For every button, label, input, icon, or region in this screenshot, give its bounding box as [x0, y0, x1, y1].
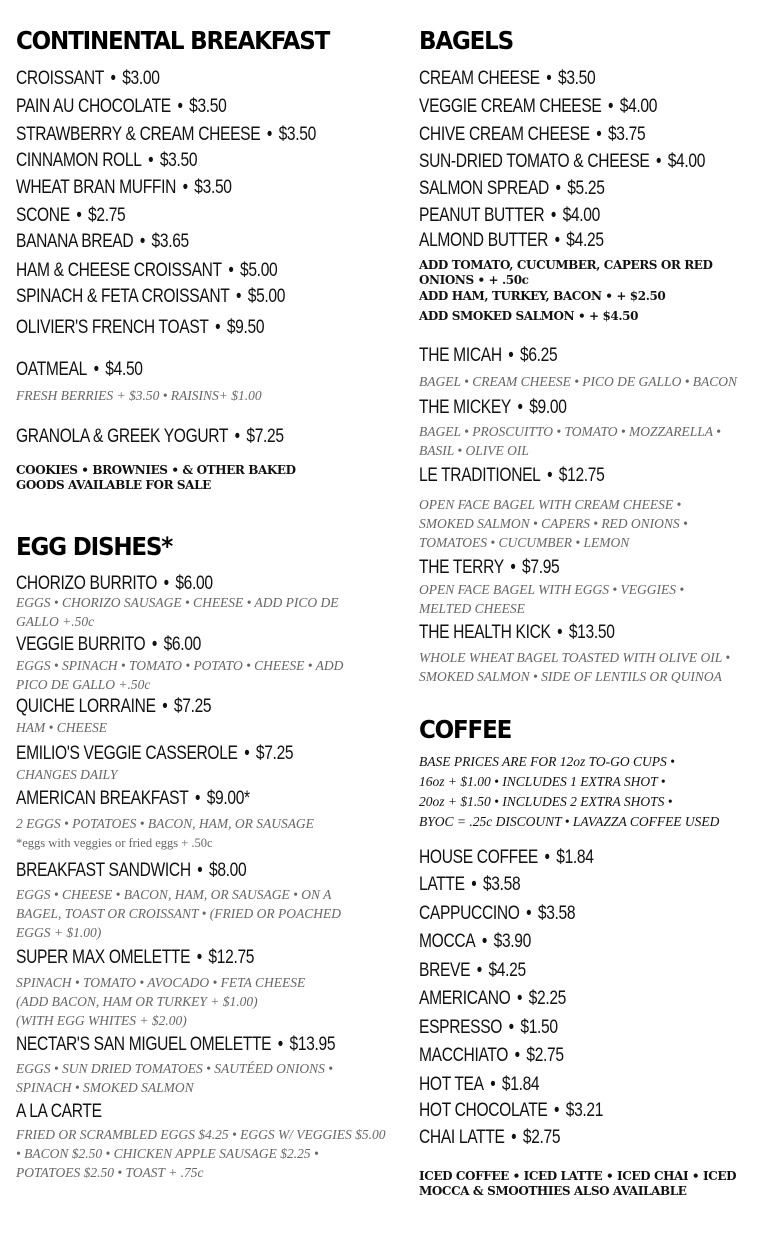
- menu-item: SCONE • $2.75: [16, 205, 126, 226]
- menu-item: THE MICAH • $6.25: [419, 345, 558, 366]
- menu-item: CROISSANT • $3.00: [16, 68, 160, 89]
- item-description: EGGS • SPINACH • TOMATO • POTATO • CHEESE • ADD PICO DE GALLO +.50c: [16, 658, 344, 692]
- menu-item: VEGGIE CREAM CHEESE • $4.00: [419, 96, 658, 117]
- addon-note: ADD SMOKED SALMON • + $4.50: [419, 309, 639, 323]
- menu-item: MOCCA • $3.90: [419, 931, 531, 952]
- menu-item: STRAWBERRY & CREAM CHEESE • $3.50: [16, 124, 316, 145]
- item-description: BAGEL • CREAM CHEESE • PICO DE GALLO • BACON: [419, 374, 738, 389]
- item-description: EGGS • SUN DRIED TOMATOES • SAUTÉED ONIONS • SPINACH • SMOKED SALMON: [16, 1061, 333, 1095]
- item-description: CHANGES DAILY: [16, 767, 118, 782]
- item-description: HAM • CHEESE: [16, 720, 107, 735]
- coffee-note: 20oz + $1.50 • INCLUDES 2 EXTRA SHOTS •: [419, 794, 673, 809]
- menu-item: THE TERRY • $7.95: [419, 557, 560, 578]
- baked-goods-note: COOKIES • BROWNIES • & OTHER BAKED GOODS AVAILABLE FOR SALE: [16, 463, 296, 492]
- menu-item: CHAI LATTE • $2.75: [419, 1127, 561, 1148]
- item-description: *eggs with veggies or fried eggs + .50c: [16, 836, 213, 850]
- egg-dishes-title: EGG DISHES*: [16, 532, 173, 561]
- menu-item: CHORIZO BURRITO • $6.00: [16, 573, 213, 594]
- a-la-carte-title: A LA CARTE: [16, 1101, 102, 1122]
- menu-item: CREAM CHEESE • $3.50: [419, 68, 596, 89]
- coffee-note: BYOC = .25c DISCOUNT • LAVAZZA COFFEE USED: [419, 814, 720, 829]
- item-description: SPINACH • TOMATO • AVOCADO • FETA CHEESE: [16, 975, 306, 990]
- item-description: EGGS • CHEESE • BACON, HAM, OR SAUSAGE • ON A BAGEL, TOAST OR CROISSANT • (FRIED OR POACHED EGGS + $1.00): [16, 887, 341, 940]
- item-description: FRESH BERRIES + $3.50 • RAISINS+ $1.00: [16, 388, 262, 403]
- menu-item: QUICHE LORRAINE • $7.25: [16, 696, 212, 717]
- item-description: BAGEL • PROSCUITTO • TOMATO • MOZZARELLA • BASIL • OLIVE OIL: [419, 424, 721, 458]
- menu-item: AMERICAN BREAKFAST • $9.00*: [16, 788, 250, 809]
- menu-item: THE HEALTH KICK • $13.50: [419, 622, 615, 643]
- iced-note: ICED COFFEE • ICED LATTE • ICED CHAI • ICED MOCCA & SMOOTHIES ALSO AVAILABLE: [419, 1169, 737, 1198]
- menu-item: BANANA BREAD • $3.65: [16, 231, 189, 252]
- menu-item: CAPPUCCINO • $3.58: [419, 903, 576, 924]
- menu-item: CINNAMON ROLL • $3.50: [16, 150, 198, 171]
- menu-item: ESPRESSO • $1.50: [419, 1017, 558, 1038]
- menu-item: ALMOND BUTTER • $4.25: [419, 230, 604, 251]
- menu-item: LATTE • $3.58: [419, 874, 521, 895]
- coffee-title: COFFEE: [419, 715, 512, 744]
- menu-item: SUPER MAX OMELETTE • $12.75: [16, 947, 255, 968]
- menu-item: MACCHIATO • $2.75: [419, 1045, 564, 1066]
- menu-item: SALMON SPREAD • $5.25: [419, 178, 605, 199]
- menu-item: AMERICANO • $2.25: [419, 988, 567, 1009]
- continental-title: CONTINENTAL BREAKFAST: [16, 26, 330, 55]
- item-description: WHOLE WHEAT BAGEL TOASTED WITH OLIVE OIL • SMOKED SALMON • SIDE OF LENTILS OR QUINOA: [419, 650, 731, 684]
- menu-item: OLIVIER'S FRENCH TOAST • $9.50: [16, 317, 265, 338]
- menu-item: CHIVE CREAM CHEESE • $3.75: [419, 124, 646, 145]
- menu-item: HOT CHOCOLATE • $3.21: [419, 1100, 604, 1121]
- coffee-note: BASE PRICES ARE FOR 12oz TO-GO CUPS •: [419, 754, 675, 769]
- menu-item: HOUSE COFFEE • $1.84: [419, 847, 594, 868]
- item-description: (WITH EGG WHITES + $2.00): [16, 1013, 187, 1028]
- menu-item: PAIN AU CHOCOLATE • $3.50: [16, 96, 227, 117]
- menu-item: HOT TEA • $1.84: [419, 1074, 540, 1095]
- menu-item: SUN-DRIED TOMATO & CHEESE • $4.00: [419, 151, 706, 172]
- menu-item: PEANUT BUTTER • $4.00: [419, 205, 600, 226]
- item-description: (ADD BACON, HAM OR TURKEY + $1.00): [16, 994, 258, 1009]
- menu-item: WHEAT BRAN MUFFIN • $3.50: [16, 177, 232, 198]
- menu-item: EMILIO'S VEGGIE CASSEROLE • $7.25: [16, 743, 294, 764]
- item-description: EGGS • CHORIZO SAUSAGE • CHEESE • ADD PICO DE GALLO +.50c: [16, 595, 339, 629]
- menu-item: OATMEAL • $4.50: [16, 359, 143, 380]
- menu-item: GRANOLA & GREEK YOGURT • $7.25: [16, 426, 284, 447]
- menu-item: THE MICKEY • $9.00: [419, 397, 567, 418]
- menu-item: LE TRADITIONEL • $12.75: [419, 465, 605, 486]
- menu-item: HAM & CHEESE CROISSANT • $5.00: [16, 260, 278, 281]
- menu-item: BREVE • $4.25: [419, 960, 526, 981]
- menu-item: SPINACH & FETA CROISSANT • $5.00: [16, 286, 286, 307]
- item-description: OPEN FACE BAGEL WITH EGGS • VEGGIES • MELTED CHEESE: [419, 582, 685, 616]
- coffee-note: 16oz + $1.00 • INCLUDES 1 EXTRA SHOT •: [419, 774, 666, 789]
- item-description: OPEN FACE BAGEL WITH CREAM CHEESE • SMOKED SALMON • CAPERS • RED ONIONS • TOMATOES • CUCUMBER • LEMON: [419, 497, 688, 550]
- bagels-title: BAGELS: [419, 26, 513, 55]
- menu-item: BREAKFAST SANDWICH • $8.00: [16, 860, 247, 881]
- menu-item: VEGGIE BURRITO • $6.00: [16, 634, 201, 655]
- item-description: FRIED OR SCRAMBLED EGGS $4.25 • EGGS W/ VEGGIES $5.00 • BACON $2.50 • CHICKEN APPLE SAUSAGE $2.25 • POTATOES $2.50 • TOAST + .75c: [16, 1127, 386, 1180]
- addon-note: ADD TOMATO, CUCUMBER, CAPERS OR RED ONIONS • + .50c: [419, 258, 713, 287]
- addon-note: ADD HAM, TURKEY, BACON • + $2.50: [419, 289, 666, 303]
- item-description: 2 EGGS • POTATOES • BACON, HAM, OR SAUSAGE: [16, 816, 314, 831]
- menu-item: NECTAR'S SAN MIGUEL OMELETTE • $13.95: [16, 1034, 336, 1055]
